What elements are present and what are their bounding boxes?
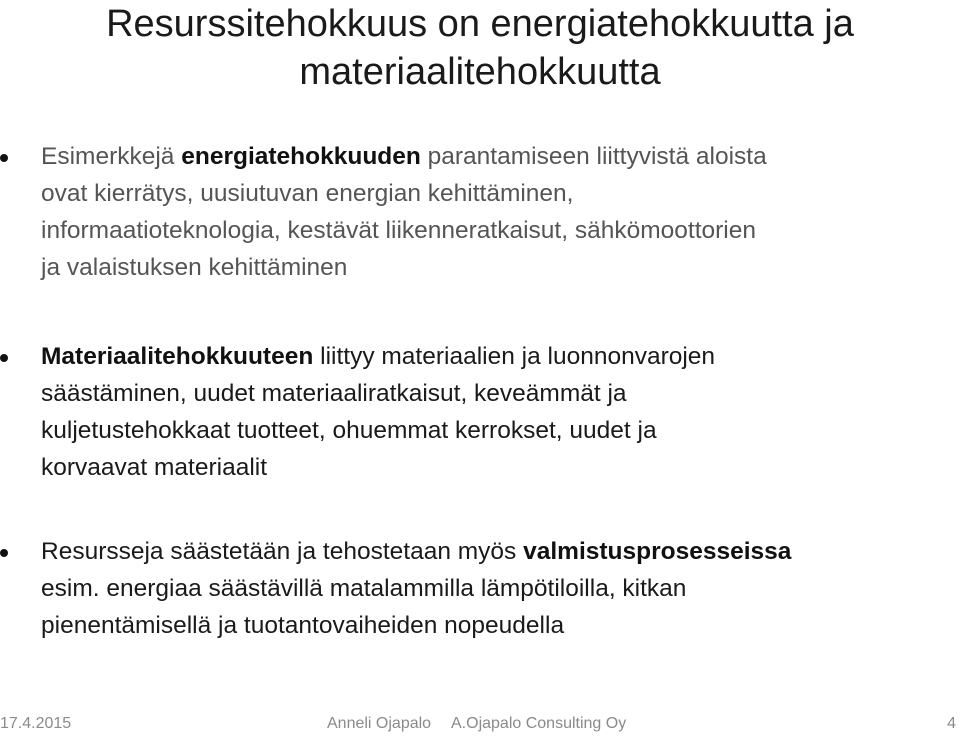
title-line-1: Resurssitehokkuus on energiatehokkuutta ja <box>106 3 854 45</box>
line-bold-text: Materiaalitehokkuuteen <box>41 343 314 370</box>
line-text: Resursseja säästetään ja tehostetaan myös <box>41 538 524 565</box>
footer-company: A.Ojapalo Consulting Oy <box>451 715 627 732</box>
line-bold-text: valmistusprosesseissa <box>523 538 792 565</box>
bullet-line: ja valaistuksen kehittäminen <box>41 254 348 281</box>
bullet-manufacturing-processes <box>0 533 960 644</box>
slide-footer <box>0 713 960 735</box>
bullet-line <box>41 138 950 175</box>
bullet-material-efficiency <box>0 338 960 486</box>
line-text: parantamiseen liittyvistä aloista <box>420 143 767 170</box>
footer-page-number: 4 <box>947 715 956 732</box>
title-line-2: materiaalitehokkuutta <box>299 51 661 93</box>
bullet-energy-efficiency <box>0 138 960 286</box>
bullet-line: korvaavat materiaalit <box>41 454 268 481</box>
bullet-line: esim. energiaa säästävillä matalammilla lämpötiloilla, kitkan <box>41 575 687 602</box>
bullet-line: informaatioteknologia, kestävät liikenneratkaisut, sähkömoottorien <box>41 217 756 244</box>
bullet-line <box>41 533 950 570</box>
bullet-line: ovat kierrätys, uusiutuvan energian kehittäminen, <box>41 180 574 207</box>
bullet-line: kuljetustehokkaat tuotteet, ohuemmat kerrokset, uudet ja <box>41 417 657 444</box>
bullet-dot-icon <box>0 354 8 362</box>
bullet-dot-icon <box>0 154 8 162</box>
bullet-line <box>41 338 950 375</box>
footer-author: Anneli Ojapalo <box>327 715 432 732</box>
bullet-line: pienentämisellä ja tuotantovaiheiden nopeudella <box>41 612 565 639</box>
slide-title <box>0 0 960 96</box>
footer-date: 17.4.2015 <box>0 715 72 732</box>
line-text: liittyy materiaalien ja luonnonvarojen <box>313 343 716 370</box>
line-text: Esimerkkejä <box>41 143 182 170</box>
line-bold-text: energiatehokkuuden <box>181 143 421 170</box>
bullet-line: säästäminen, uudet materiaaliratkaisut, keveämmät ja <box>41 380 627 407</box>
bullet-dot-icon <box>0 549 8 557</box>
